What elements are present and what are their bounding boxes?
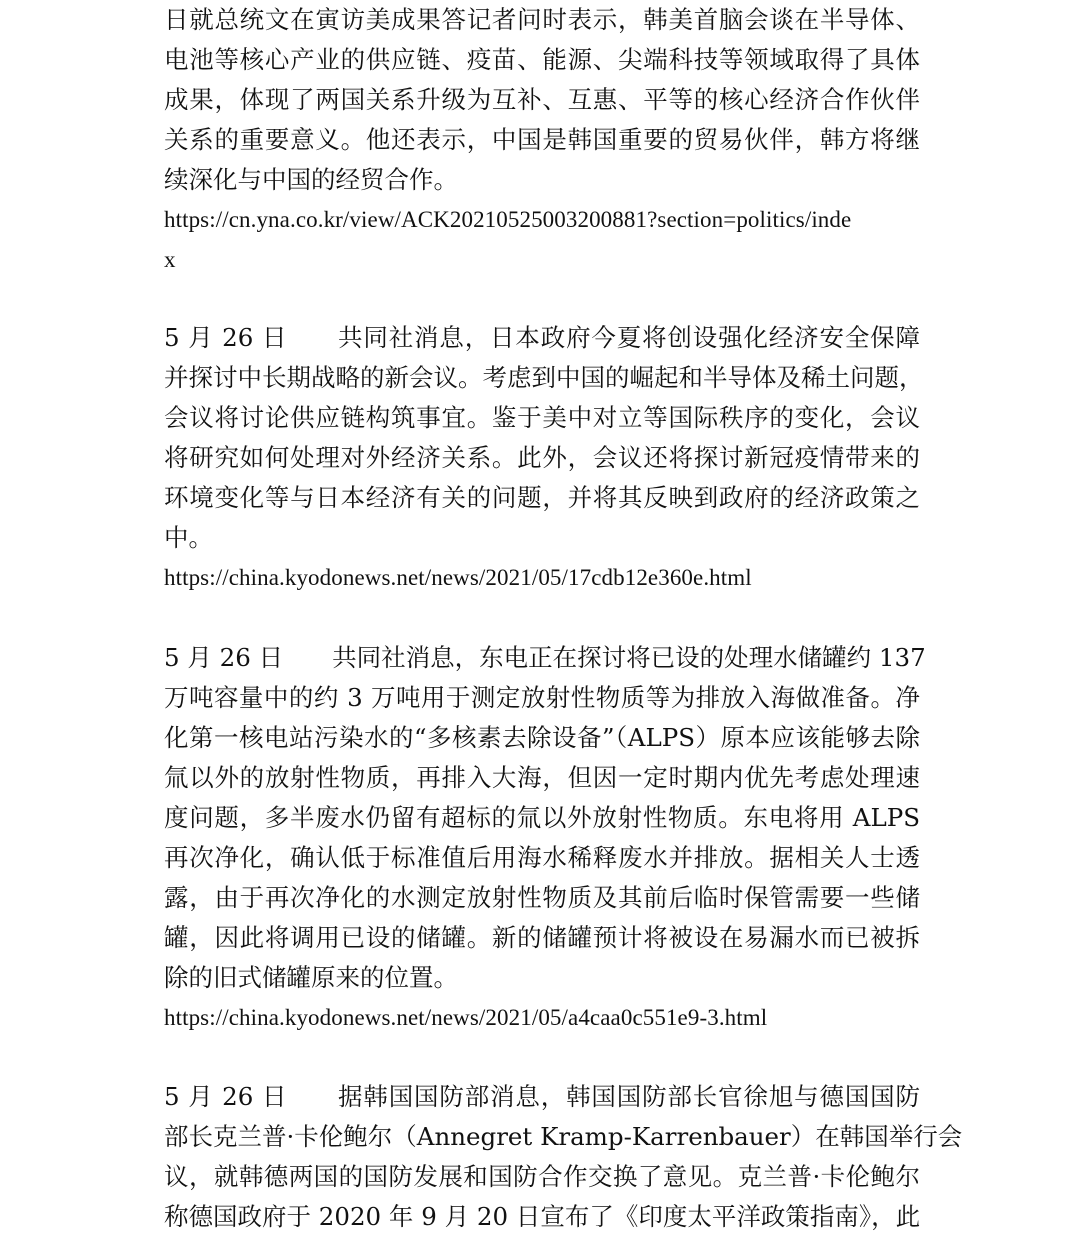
text-line: 除的旧式储罐原来的位置。 <box>164 963 458 992</box>
text-line: 再次净化，确认低于标准值后用海水稀释废水并排放。据相关人士透 <box>164 843 920 872</box>
text-line: 氚以外的放射性物质，再排入大海，但因一定时期内优先考虑处理速 <box>164 763 920 792</box>
text-line: 化第一核电站污染水的“多核素去除设备”（ALPS）原本应该能够去除 <box>164 723 920 752</box>
text-line: 电池等核心产业的供应链、疫苗、能源、尖端科技等领域取得了具体 <box>164 45 920 74</box>
text-line: 露，由于再次净化的水测定放射性物质及其前后临时保管需要一些储 <box>164 883 920 912</box>
text-line: 关系的重要意义。他还表示，中国是韩国重要的贸易伙伴，韩方将继 <box>164 125 920 154</box>
text-line: 环境变化等与日本经济有关的问题，并将其反映到政府的经济政策之 <box>164 483 920 512</box>
source-url[interactable]: https://cn.yna.co.kr/view/ACK20210525003200881?section=politics/inde <box>164 207 852 232</box>
text-line: 5 月 26 日 共同社消息，东电正在探讨将已设的处理水储罐约 137 <box>164 643 926 672</box>
text-line: 并探讨中长期战略的新会议。考虑到中国的崛起和半导体及稀土问题， <box>164 363 924 392</box>
text-line: 万吨容量中的约 3 万吨用于测定放射性物质等为排放入海做准备。净 <box>164 683 920 712</box>
source-url[interactable]: https://china.kyodonews.net/news/2021/05/a4caa0c551e9-3.html <box>164 1005 768 1030</box>
text-line: 度问题，多半废水仍留有超标的氚以外放射性物质。东电将用 ALPS <box>164 803 920 832</box>
text-line: 日就总统文在寅访美成果答记者问时表示，韩美首脑会谈在半导体、 <box>164 5 920 34</box>
source-url[interactable]: https://china.kyodonews.net/news/2021/05/17cdb12e360e.html <box>164 565 752 590</box>
text-line: 罐，因此将调用已设的储罐。新的储罐预计将被设在易漏水而已被拆 <box>164 923 920 952</box>
text-line: 会议将讨论供应链构筑事宜。鉴于美中对立等国际秩序的变化，会议 <box>164 403 920 432</box>
text-line: 5 月 26 日 共同社消息，日本政府今夏将创设强化经济安全保障 <box>164 323 920 352</box>
source-url[interactable]: x <box>164 247 176 272</box>
text-line: 将研究如何处理对外经济关系。此外，会议还将探讨新冠疫情带来的 <box>164 443 920 472</box>
text-line: 续深化与中国的经贸合作。 <box>164 165 458 194</box>
text-line: 部长克兰普·卡伦鲍尔（Annegret Kramp-Karrenbauer）在韩国举行会 <box>164 1122 963 1151</box>
text-line: 5 月 26 日 据韩国国防部消息，韩国国防部长官徐旭与德国国防 <box>164 1082 920 1111</box>
text-line: 成果，体现了两国关系升级为互补、互惠、平等的核心经济合作伙伴 <box>164 85 920 114</box>
text-line: 议，就韩德两国的国防发展和国防合作交换了意见。克兰普·卡伦鲍尔 <box>164 1162 920 1191</box>
text-line: 称德国政府于 2020 年 9 月 20 日宣布了《印度太平洋政策指南》，此 <box>164 1202 921 1231</box>
text-line: 中。 <box>164 523 213 552</box>
